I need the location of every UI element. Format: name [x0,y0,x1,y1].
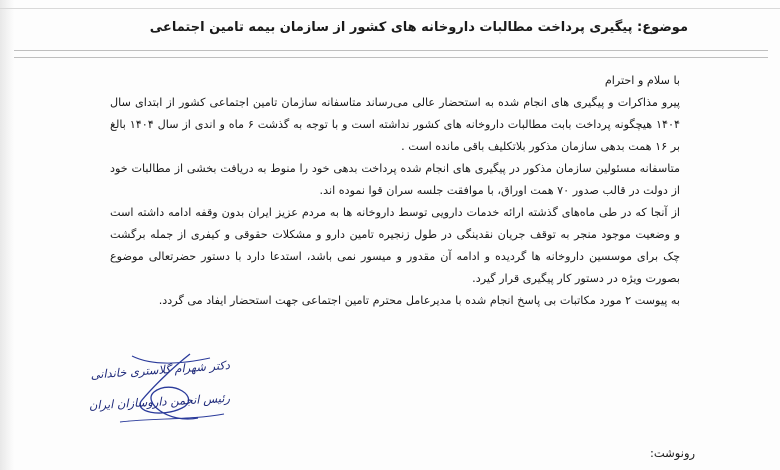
paragraph-2: متاسفانه مسئولین سازمان مذکور در پیگیری های انجام شده پرداخت بدهی خود را منوط به دریافت بخشی از مطالبات خود از دولت در قالب صدور ۷۰ همت اوراق، با موافقت جلسه سران قوا نموده اند. [110,162,680,197]
signature-name: دکتر شهرام گلاستری خاندانی [90,357,231,382]
paragraph-4: به پیوست ۲ مورد مکاتبات بی پاسخ انجام شده با مدیرعامل محترم تامین اجتماعی جهت استحضار ایفاد می گردد. [158,294,680,307]
letter-subject: موضوع: پیگیری پرداخت مطالبات داروخانه های کشور از سازمان بیمه تامین اجتماعی [149,20,688,35]
subject-divider-top [14,50,768,51]
signature-block [88,348,231,426]
letter-body [110,70,680,312]
subject-divider-bottom [14,57,768,58]
greeting: با سلام و احترام [604,74,680,87]
top-rule [0,8,780,9]
paragraph-1: پیرو مذاکرات و پیگیری های انجام شده به استحضار عالی می‌رساند متاسفانه سازمان تامین اجتماعی کشور از ابتدای سال ۱۴۰۴ هیچگونه پرداخت بابت مطالبات داروخانه های کشور نداشته است و با توجه به گذشت ۶ ماه و اندی از سال ۱۴۰۴ بالغ بر ۱۶ همت بدهی سازمان مذکور بلاتکلیف باقی مانده است . [110,96,680,153]
signature-title: رئیس انجمن داروسازان ایران [88,390,231,413]
page-edge-shadow [0,0,14,470]
paragraph-3: از آنجا که در طی ماه‌های گذشته ارائه خدمات دارویی توسط داروخانه ها به مردم عزیز ایران بدون وقفه ادامه داشته است و وضعیت موجود منجر به توقف جریان نقدینگی در طول زنجیره تامین دارو و مشکلات حقوقی و کیفری از جمله برگشت چک برای موسسین داروخانه ها گردیده و ادامه آن مقدور و میسور نمی باشد، استدعا دارد با دستور حضرتعالی موضوع بصورت ویژه در دستور کار پیگیری قرار گیرد. [110,206,680,285]
cc-label: رونوشت: [650,446,696,460]
